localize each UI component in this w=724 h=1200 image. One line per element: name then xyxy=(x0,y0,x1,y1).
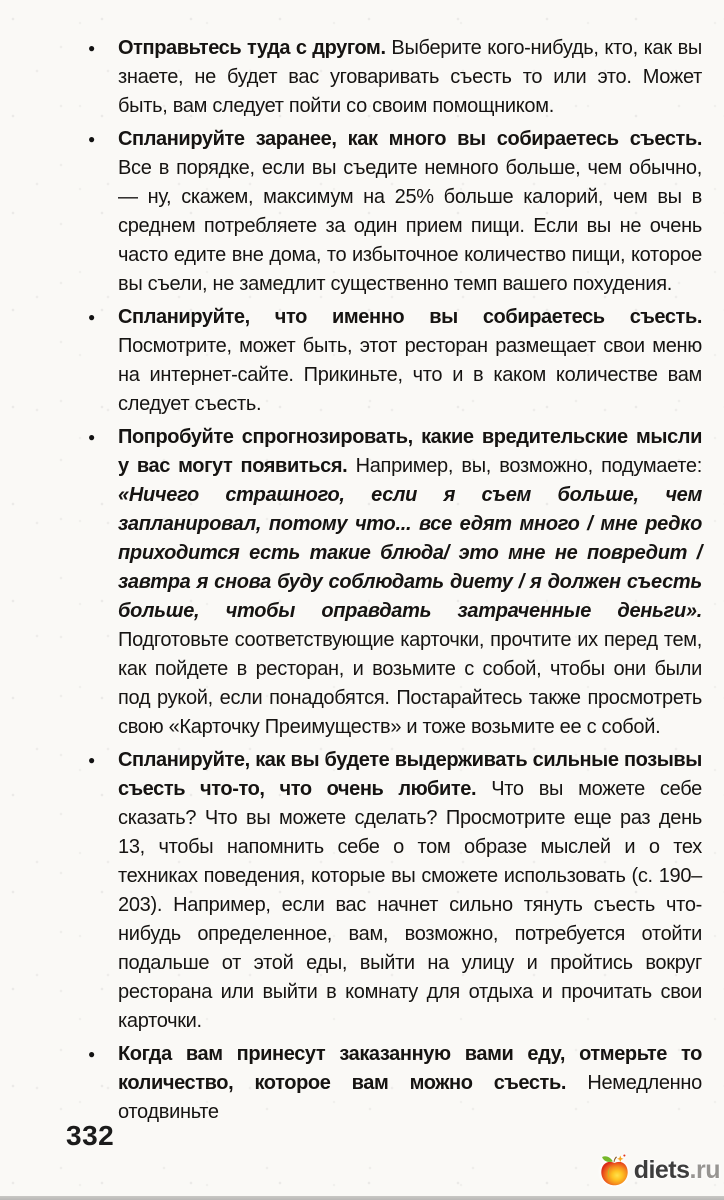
watermark-text-main: diets xyxy=(633,1156,690,1184)
bullet-item xyxy=(88,746,702,1036)
bullet-marker: ● xyxy=(88,310,96,324)
bullet-marker: ● xyxy=(88,132,96,146)
bullet-item xyxy=(88,34,702,121)
bullet-lead: Спланируйте заранее, как много вы собираетесь съесть. xyxy=(118,128,702,150)
bullet-lead: Спланируйте, как вы будете выдерживать сильные позывы съесть что-то, что очень любите. xyxy=(118,749,702,800)
bullet-marker: ● xyxy=(88,430,96,444)
bullet-marker: ● xyxy=(88,753,96,767)
bullet-list xyxy=(88,34,702,1131)
bullet-item xyxy=(88,125,702,299)
bullet-quote: «Ничего страшного, если я съем больше, чем запланировал, потому что... все едят много / мне редко приходится есть такие блюда/ это мне не повредит / завтра я снова буду соблюдать диету / я должен съесть больше, чтобы оправдать затраченные деньги». xyxy=(118,484,702,622)
bullet-text xyxy=(118,125,702,299)
bullet-body: Посмотрите, может быть, этот ресторан размещает свои меню на интернет-сайте. Прикиньте, что и в каком количестве вам следует съесть. xyxy=(118,335,702,415)
page-number: 332 xyxy=(66,1120,115,1151)
bullet-lead: Спланируйте, что именно вы собираетесь съесть. xyxy=(118,306,702,328)
bullet-lead: Когда вам принесут заказанную вами еду, отмерьте то количество, которое вам можно съесть. xyxy=(118,1043,702,1094)
bullet-text xyxy=(118,423,702,742)
bullet-item xyxy=(88,303,702,419)
apple-icon xyxy=(598,1153,631,1192)
watermark-text-suffix: .ru xyxy=(689,1156,720,1184)
bullet-text xyxy=(118,746,702,1036)
bullet-marker: ● xyxy=(88,41,96,55)
bullet-marker: ● xyxy=(88,1047,96,1061)
watermark-label xyxy=(634,1158,720,1187)
bullet-body: Например, вы, возможно, подумаете: xyxy=(347,455,703,477)
bullet-item xyxy=(88,423,702,742)
bullet-lead: Отправьтесь туда с другом. xyxy=(118,37,386,59)
bullet-text xyxy=(118,34,702,121)
bullet-text xyxy=(118,1040,702,1127)
bullet-body: Все в порядке, если вы съедите немного больше, чем обычно, — ну, скажем, максимум на 25% больше калорий, чем вы в среднем потребляете за один прием пищи. Если вы не очень часто едите вне дома, то избыточное количество пищи, которое вы съели, не замедлит существенно темп вашего похудения. xyxy=(118,157,702,295)
bullet-lead: Попробуйте спрогнозировать, какие вредительские мысли у вас могут появиться. xyxy=(118,426,702,477)
bullet-item xyxy=(88,1040,702,1127)
bullet-body: Немедленно отодвиньте xyxy=(118,1072,702,1123)
scan-edge xyxy=(0,1196,724,1200)
watermark-diets-ru xyxy=(598,1153,720,1192)
bullet-body: Что вы можете себе сказать? Что вы можете сделать? Просмотрите еще раз день 13, чтобы напомнить себе о том образе мыслей и о тех техниках поведения, которые вы сможете использовать (с. 190–203). Например, если вас начнет сильно тянуть съесть что-нибудь определенное, вам, возможно, потребуется отойти подальше от этой еды, выйти на улицу и пройтись вокруг ресторана или выйти в комнату для отдыха и прочитать свои карточки. xyxy=(118,778,702,1032)
bullet-body: Выберите кого-нибудь, кто, как вы знаете, не будет вас уговаривать съесть то или это. Может быть, вам следует пойти со своим помощником. xyxy=(118,37,703,117)
bullet-text xyxy=(118,303,702,419)
bullet-body: Подготовьте соответствующие карточки, прочтите их перед тем, как пойдете в ресторан, и возьмите с собой, чтобы они были под рукой, если понадобятся. Постарайтесь также просмотреть свою «Карточку Преимуществ» и тоже возьмите ее с собой. xyxy=(118,629,702,738)
